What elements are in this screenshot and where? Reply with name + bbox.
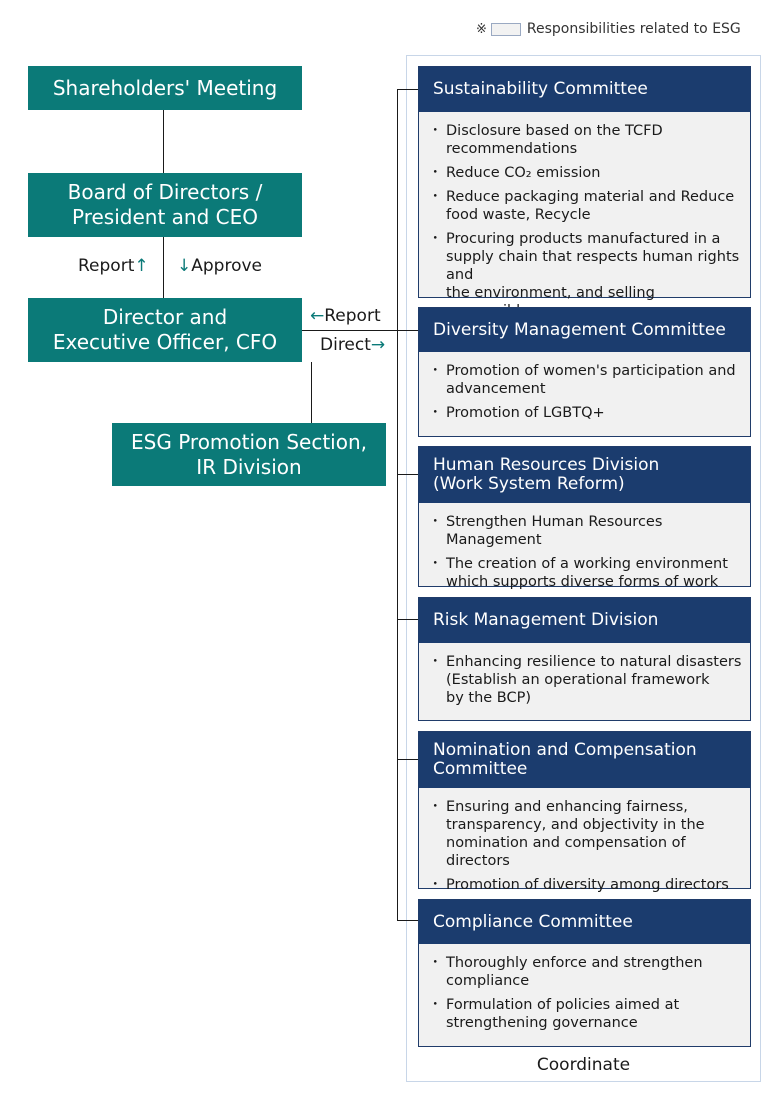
- list-item: ・ Promotion of diversity among directors: [433, 876, 742, 894]
- shareholders-meeting-box: [28, 66, 302, 110]
- committee-title: Risk Management Division: [419, 598, 750, 643]
- list-item: ・ Enhancing resilience to natural disasters (Establish an operational framework by the BCP): [433, 653, 742, 707]
- list-item: ・ Strengthen Human Resources Management: [433, 513, 742, 549]
- committee-title: Compliance Committee: [419, 900, 750, 944]
- connector-shareholders-board: [163, 110, 164, 173]
- bracket-tick-hr: [397, 474, 418, 475]
- right-arrow-icon: →: [370, 335, 386, 355]
- approve-label: ↓Approve: [177, 256, 262, 276]
- report-left-label: ←Report: [310, 306, 381, 326]
- committee-items: [419, 503, 750, 591]
- connector-director-esg: [311, 362, 312, 423]
- committee-items: [419, 352, 750, 422]
- list-item: ・ Promotion of LGBTQ+: [433, 404, 742, 422]
- legend-mark: ※: [476, 21, 487, 37]
- connector-director-committees: [302, 330, 418, 331]
- legend-swatch: [491, 23, 521, 36]
- list-item: ・ Procuring products manufactured in a supply chain that respects human rights and the environment, and selling: [433, 230, 742, 320]
- committee-sustainability: [418, 66, 751, 301]
- bracket-tick-compliance: [397, 920, 418, 921]
- list-item: ・ Reduce CO₂ emission: [433, 164, 742, 182]
- list-item: ・ Ensuring and enhancing fairness, transparency, and objectivity in the nomination and compensation of directors: [433, 798, 742, 870]
- director-label-line2: Executive Officer, CFO: [52, 330, 278, 354]
- list-item: ・ Reduce packaging material and Reduce food waste, Recycle: [433, 188, 742, 224]
- bracket-tick-risk: [397, 619, 418, 620]
- board-label-line2: President and CEO: [72, 205, 258, 229]
- committee-diversity: [418, 307, 751, 437]
- director-label-line1: Director and: [102, 305, 228, 329]
- director-box: [28, 298, 302, 362]
- report-up-label: Report↑: [78, 256, 149, 276]
- esg-promotion-label-line2: IR Division: [196, 454, 302, 479]
- list-item: ・ Promotion of women's participation and advancement: [433, 362, 742, 398]
- list-item: ・ Thoroughly enforce and strengthen compliance: [433, 954, 742, 990]
- board-box: [28, 173, 302, 237]
- esg-promotion-label-line1: ESG Promotion Section,: [131, 429, 367, 454]
- committee-compliance: [418, 899, 751, 1047]
- coordinate-label: Coordinate: [536, 1055, 631, 1075]
- legend: [476, 18, 766, 40]
- list-item: ・ Disclosure based on the TCFD recommendations: [433, 122, 742, 158]
- direct-label: Direct→: [320, 335, 386, 355]
- committee-items: [419, 944, 750, 1032]
- committee-title: Nomination and Compensation Committee: [419, 732, 750, 788]
- left-arrow-icon: ←: [310, 306, 325, 326]
- down-arrow-icon: ↓: [177, 256, 192, 276]
- list-item: ・ Formulation of policies aimed at strengthening governance: [433, 996, 742, 1032]
- committee-title: Sustainability Committee: [419, 67, 750, 112]
- up-arrow-icon: ↑: [134, 256, 149, 276]
- committee-items: [419, 112, 750, 320]
- legend-label: Responsibilities related to ESG: [526, 21, 741, 37]
- committee-title: Human Resources Division (Work System Reform): [419, 447, 750, 503]
- bracket-tick-nomination: [397, 759, 418, 760]
- shareholders-meeting-label: Shareholders' Meeting: [52, 75, 278, 100]
- committee-items: [419, 788, 750, 894]
- committee-risk-management: [418, 597, 751, 721]
- bracket-tick-sustainability: [397, 89, 418, 90]
- list-item: ・ The creation of a working environment which supports diverse forms of work: [433, 555, 742, 591]
- connector-board-director: [163, 237, 164, 298]
- esg-promotion-box: [112, 423, 386, 486]
- board-label-line1: Board of Directors /: [67, 180, 263, 204]
- committee-bracket-vertical: [397, 89, 398, 920]
- committee-human-resources: [418, 446, 751, 590]
- committee-title: Diversity Management Committee: [419, 308, 750, 352]
- committee-items: [419, 643, 750, 707]
- committee-nomination-compensation: [418, 731, 751, 893]
